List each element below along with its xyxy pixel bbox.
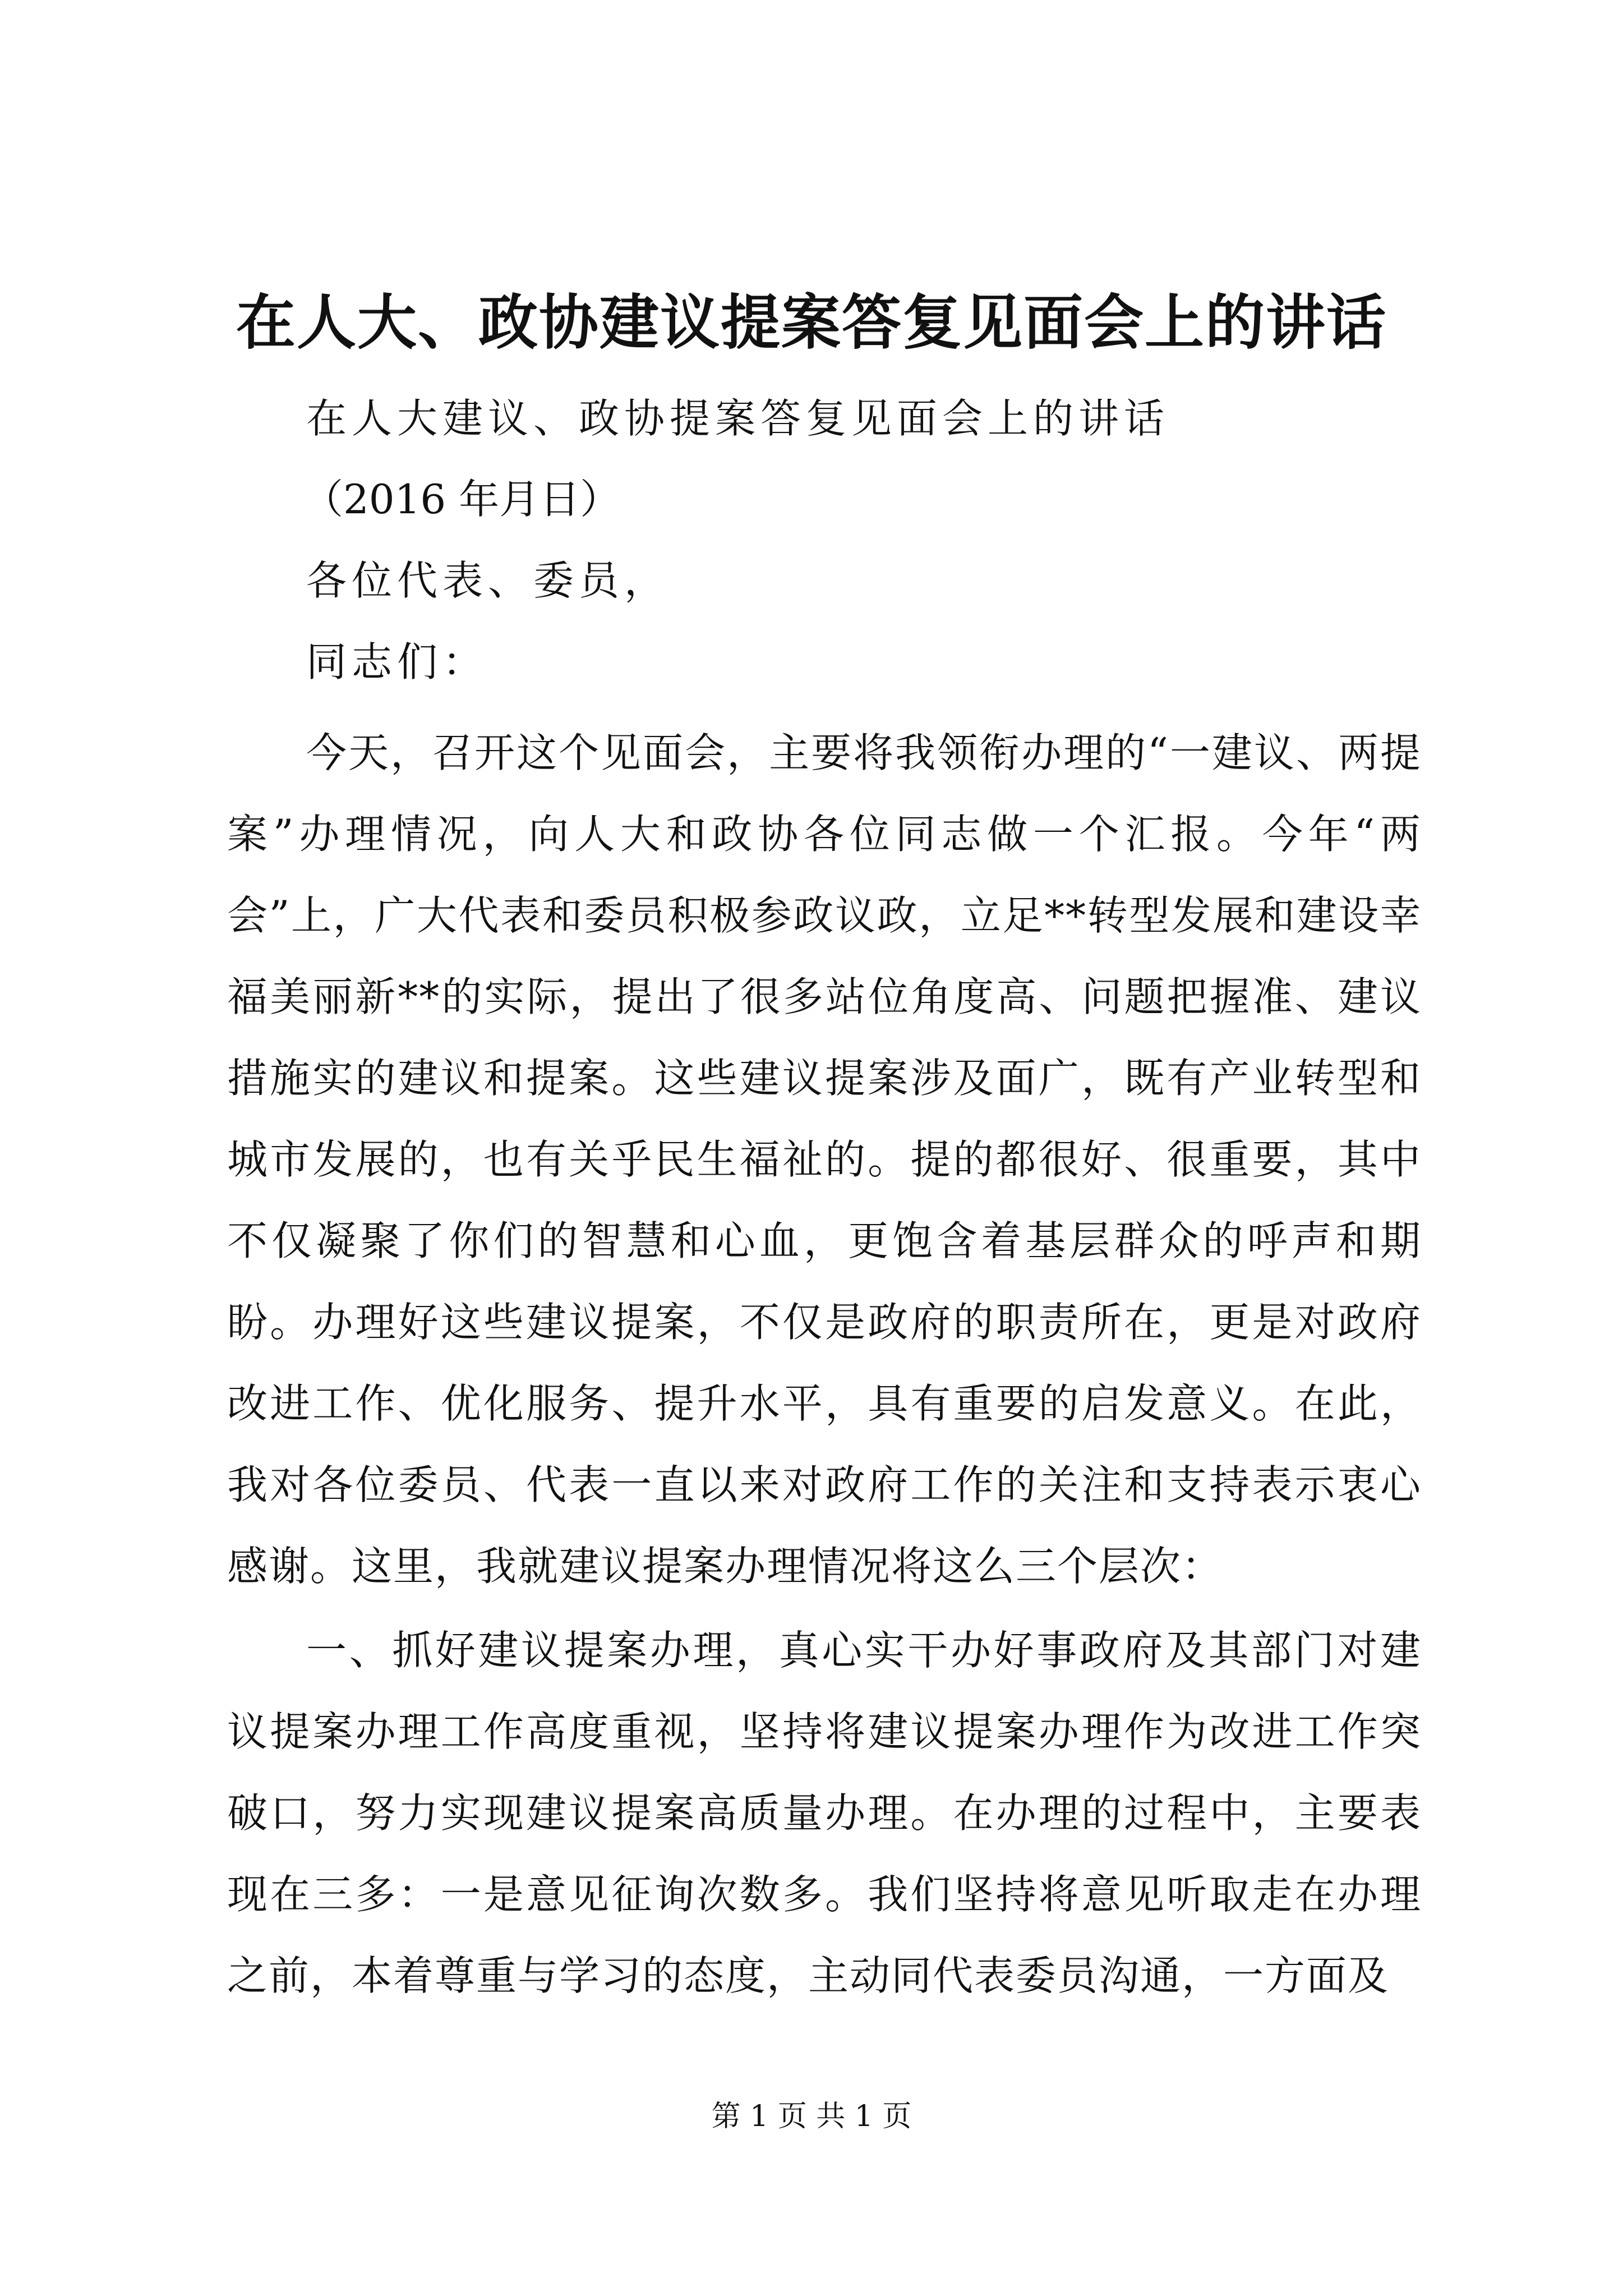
document-title: 在人大、政协建议提案答复见面会上的讲话	[236, 287, 1387, 357]
body-paragraph: 一、抓好建议提案办理，真心实干办好事政府及其部门对建议提案办理工作高度重视，坚持将建议提案办理作为改进工作突破口，努力实现建议提案高质量办理。在办理的过程中，主要表现在三多：一是意见征询次数多。我们坚持将意见听取走在办理之前，本着尊重与学习的态度，主动同代表委员沟通，一方面及	[227, 1627, 1422, 1999]
document-date: （2016 年月日）	[303, 476, 621, 523]
salutation-representatives: 各位代表、委员，	[306, 557, 670, 604]
document-subtitle: 在人大建议、政协提案答复见面会上的讲话	[306, 395, 1170, 442]
salutation-comrades: 同志们：	[306, 638, 488, 685]
page-footer: 第 1 页 共 1 页	[711, 2100, 912, 2133]
body-paragraph: 今天，召开这个见面会，主要将我领衔办理的“一建议、两提案”办理情况，向人大和政协各位同志做一个汇报。今年“两会”上，广大代表和委员积极参政议政，立足**转型发展和建设幸福美丽新**的实际，提出了很多站位角度高、问题把握准、建议措施实的建议和提案。这些建议提案涉及面广，既有产业转型和城市发展的，也有关乎民生福祉的。提的都很好、很重要，其中不仅凝聚了你们的智慧和心血，更饱含着基层群众的呼声和期盼。办理好这些建议提案，不仅是政府的职责所在，更是对政府改进工作、优化服务、提升水平，具有重要的启发意义。在此，我对各位委员、代表一直以来对政府工作的关注和支持表示衷心感谢。这里，我就建议提案办理情况将这么三个层次：	[227, 729, 1422, 1590]
